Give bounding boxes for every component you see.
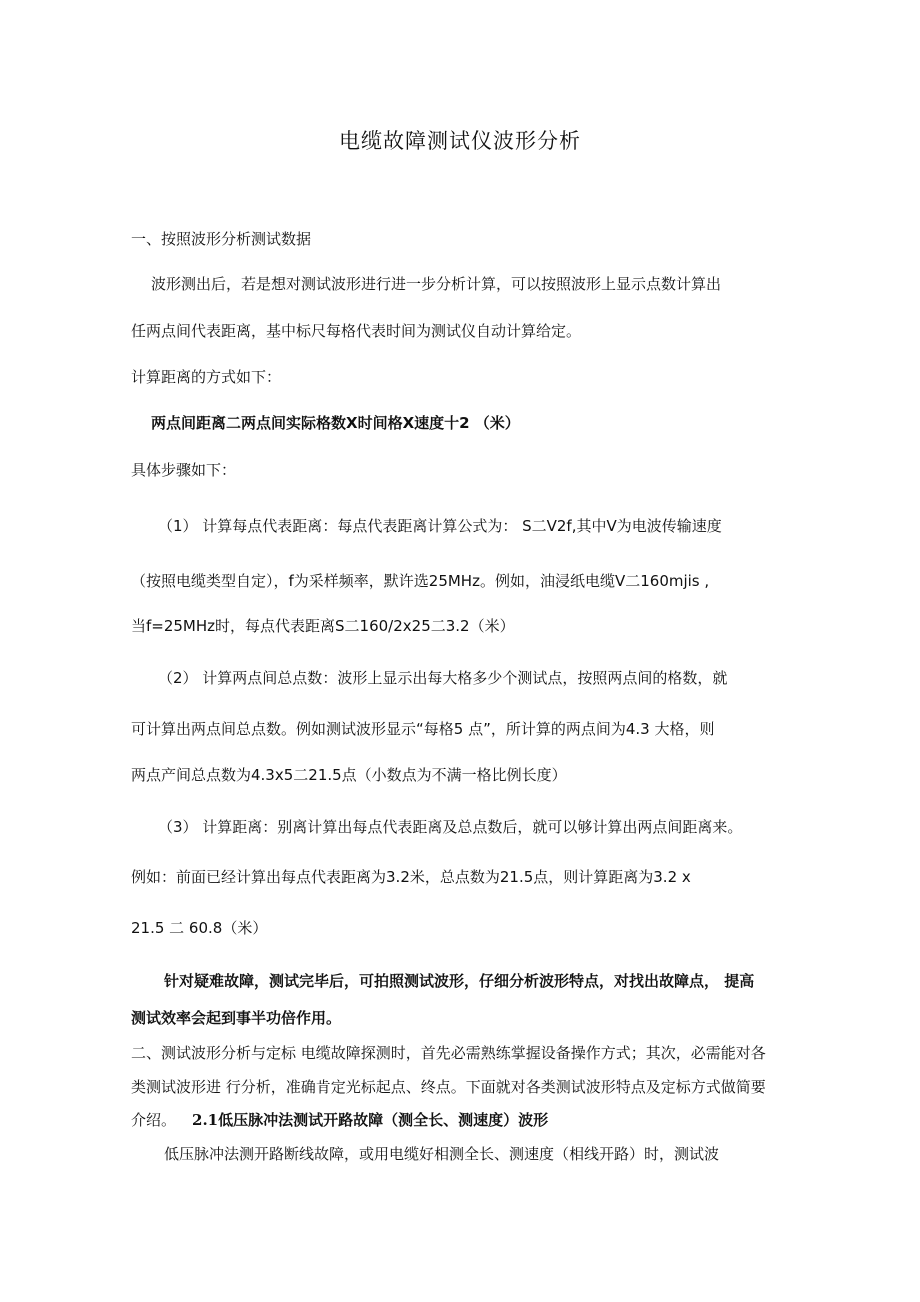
note-line-1: 针对疑难故障，测试完毕后，可拍照测试波形，仔细分析波形特点，对找出故障点， 提高 (164, 972, 755, 990)
step-3-line-3: 21.5 二 60.8（米） (131, 919, 268, 937)
step-1-line-3: 当f=25MHz时，每点代表距离S二160/2x25二3.2（米） (131, 617, 515, 635)
note-line-2: 测试效率会起到事半功倍作用。 (131, 1009, 342, 1027)
section-1-heading: 一、按照波形分析测试数据 (131, 230, 312, 248)
section-2-line-1: 二、测试波形分析与定标 电缆故障探测时，首先必需熟练掌握设备操作方式；其次，必需能对各 (131, 1044, 766, 1062)
step-2-line-2: 可计算出两点间总点数。例如测试波形显示“每格5 点”，所计算的两点间为4.3 大格，则 (131, 720, 715, 738)
step-2-line-3: 两点产间总点数为4.3x5二21.5点（小数点为不满一格比例长度） (131, 766, 567, 784)
section-2-line-3 (131, 1110, 548, 1130)
paragraph-1-line-2: 任两点间代表距离，基中标尺每格代表时间为测试仪自动计算给定。 (131, 322, 582, 340)
step-3-line-2: 例如：前面已经计算出每点代表距离为3.2米，总点数为21.5点，则计算距离为3.2 x (131, 868, 691, 886)
step-2-line-1: （2） 计算两点间总点数：波形上显示出每大格多少个测试点，按照两点间的格数，就 (158, 669, 728, 687)
step-1-line-1: （1） 计算每点代表距离：每点代表距离计算公式为： S二V2f,其中V为电波传输速度 (158, 517, 722, 535)
section-2-intro-prefix: 介绍。 (131, 1111, 177, 1129)
steps-intro: 具体步骤如下： (131, 461, 237, 479)
distance-formula: 两点间距离二两点间实际格数X时间格X速度十2 （米） (151, 414, 520, 432)
section-2-line-2: 类测试波形进 行分析，准确肯定光标起点、终点。下面就对各类测试波形特点及定标方式做简要 (131, 1078, 766, 1096)
method-intro: 计算距离的方式如下： (131, 368, 282, 386)
section-2-1-heading: 2.1低压脉冲法测试开路故障（测全长、测速度）波形 (192, 1111, 549, 1129)
step-3-line-1: （3） 计算距离：别离计算出每点代表距离及总点数后，就可以够计算出两点间距离来。 (158, 818, 743, 836)
section-2-line-4: 低压脉冲法测开路断线故障，或用电缆好相测全长、测速度（相线开路）时，测试波 (164, 1145, 720, 1163)
step-1-line-2: （按照电缆类型自定），f为采样频率，默许选25MHz。例如，油浸纸电缆V二160mjis , (131, 572, 710, 590)
paragraph-1-line-1: 波形测出后，若是想对测试波形进行进一步分析计算，可以按照波形上显示点数计算出 (151, 275, 722, 293)
document-title: 电缆故障测试仪波形分析 (339, 129, 581, 153)
